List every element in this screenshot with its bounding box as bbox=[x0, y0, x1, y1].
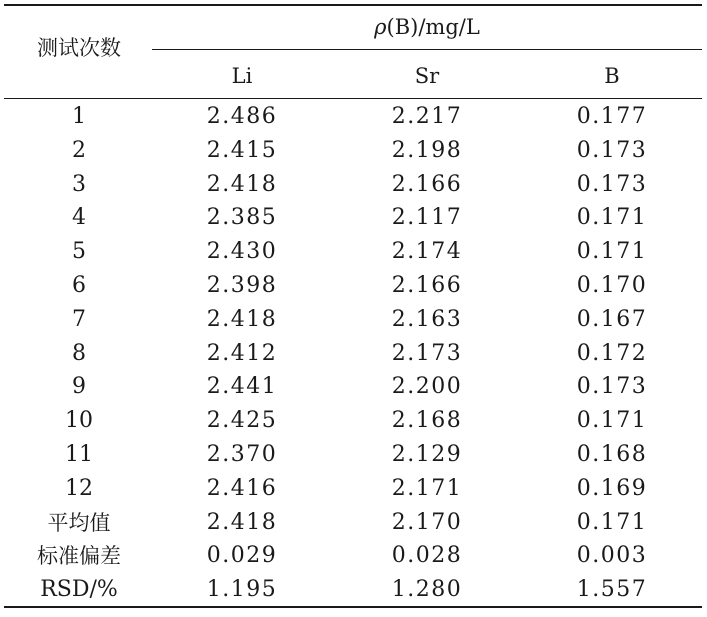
cell-sr: 2.170 bbox=[391, 510, 463, 535]
cell-sr: 1.280 bbox=[391, 577, 463, 602]
cell-sr: 2.166 bbox=[391, 273, 463, 298]
table-bottom-rule bbox=[4, 606, 702, 608]
row-label: 6 bbox=[72, 273, 86, 298]
cell-b: 0.173 bbox=[576, 374, 648, 399]
cell-li: 2.412 bbox=[206, 341, 278, 366]
cell-sr: 2.171 bbox=[391, 476, 463, 501]
cell-sr: 2.217 bbox=[391, 104, 463, 129]
row-label: 7 bbox=[72, 307, 86, 332]
cell-b: 0.177 bbox=[576, 104, 648, 129]
cell-li: 2.415 bbox=[206, 138, 278, 163]
cell-b: 0.171 bbox=[576, 510, 648, 535]
cell-b: 0.172 bbox=[576, 341, 648, 366]
cell-li: 2.425 bbox=[206, 408, 278, 433]
row-label: 10 bbox=[65, 408, 93, 433]
cell-b: 0.003 bbox=[576, 543, 648, 568]
data-table bbox=[4, 0, 702, 617]
row-label: 平均值 bbox=[47, 511, 111, 535]
row-label: 12 bbox=[65, 476, 93, 501]
cell-li: 0.029 bbox=[206, 543, 278, 568]
header-bottom-rule bbox=[4, 98, 702, 99]
cell-b: 0.173 bbox=[576, 172, 648, 197]
cell-b: 0.169 bbox=[576, 476, 648, 501]
cell-b: 1.557 bbox=[576, 577, 648, 602]
table-top-rule bbox=[4, 4, 702, 6]
column-header-sr: Sr bbox=[414, 64, 440, 88]
cell-li: 2.385 bbox=[206, 205, 278, 230]
cell-sr: 0.028 bbox=[391, 543, 463, 568]
row-label: RSD/% bbox=[40, 577, 118, 602]
cell-li: 2.370 bbox=[206, 442, 278, 467]
cell-li: 2.441 bbox=[206, 374, 278, 399]
row-label: 4 bbox=[72, 205, 86, 230]
column-header-b: B bbox=[604, 64, 620, 88]
row-label: 8 bbox=[72, 341, 86, 366]
cell-li: 2.418 bbox=[206, 510, 278, 535]
cell-sr: 2.200 bbox=[391, 374, 463, 399]
cell-b: 0.171 bbox=[576, 239, 648, 264]
cell-b: 0.170 bbox=[576, 273, 648, 298]
cell-sr: 2.163 bbox=[391, 307, 463, 332]
cell-li: 1.195 bbox=[206, 577, 278, 602]
cell-b: 0.167 bbox=[576, 307, 648, 332]
cell-b: 0.171 bbox=[576, 408, 648, 433]
row-label: 11 bbox=[65, 442, 93, 467]
cell-b: 0.173 bbox=[576, 138, 648, 163]
cell-li: 2.398 bbox=[206, 273, 278, 298]
row-label-header: 测试次数 bbox=[37, 36, 121, 60]
cell-sr: 2.117 bbox=[391, 205, 463, 230]
row-label: 2 bbox=[72, 138, 86, 163]
concentration-group-header bbox=[152, 14, 702, 40]
row-label: 标准偏差 bbox=[37, 544, 121, 568]
row-label: 5 bbox=[72, 239, 86, 264]
cell-b: 0.168 bbox=[576, 442, 648, 467]
cell-li: 2.430 bbox=[206, 239, 278, 264]
cell-sr: 2.129 bbox=[391, 442, 463, 467]
cell-sr: 2.166 bbox=[391, 172, 463, 197]
group-unit: (B)/mg/L bbox=[386, 15, 480, 39]
cell-sr: 2.174 bbox=[391, 239, 463, 264]
cell-li: 2.486 bbox=[206, 104, 278, 129]
rho-symbol: ρ bbox=[374, 15, 387, 39]
row-label: 3 bbox=[72, 172, 86, 197]
cell-sr: 2.173 bbox=[391, 341, 463, 366]
cell-li: 2.416 bbox=[206, 476, 278, 501]
cell-sr: 2.198 bbox=[391, 138, 463, 163]
cell-li: 2.418 bbox=[206, 307, 278, 332]
cell-sr: 2.168 bbox=[391, 408, 463, 433]
row-label: 9 bbox=[72, 374, 86, 399]
cell-li: 2.418 bbox=[206, 172, 278, 197]
column-header-li: Li bbox=[231, 64, 253, 88]
column-group-rule bbox=[152, 49, 702, 50]
row-label: 1 bbox=[72, 104, 86, 129]
cell-b: 0.171 bbox=[576, 205, 648, 230]
